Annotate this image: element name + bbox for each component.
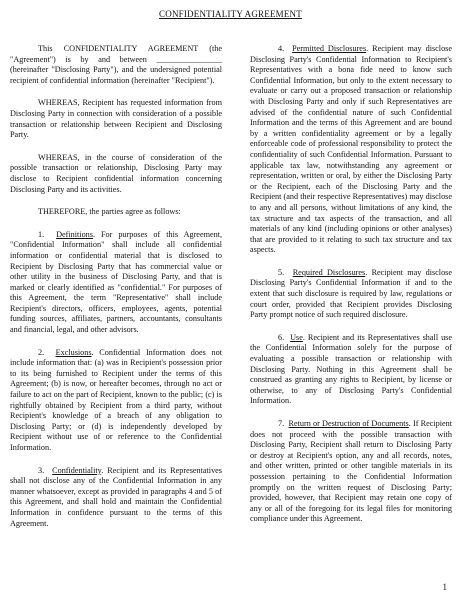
- section-definitions: [10, 230, 222, 336]
- section-number: 7.: [278, 419, 285, 428]
- page-number: 1: [442, 582, 447, 592]
- section-heading: Permitted Disclosures: [292, 44, 367, 53]
- section-heading: Return or Destruction of Documents: [288, 419, 409, 428]
- section-number: 2.: [38, 347, 45, 357]
- section-body: . Recipient may disclose Disclosing Party's Confidential Information if and to the extent that such disclosure is required by law, regulations or court order, provided that Recipient provides Disclosing Party prompt notice of such required disclosure.: [250, 267, 452, 320]
- section-number: 6.: [278, 332, 285, 342]
- document-title: CONFIDENTIALITY AGREEMENT: [159, 9, 302, 19]
- section-body: . Recipient may disclose Disclosing Party's Confidential Information to Recipient's Representatives with a bona fide need to know such Confidential Information, but only to the extent necessary to evaluate or carry out a proposed transaction or relationship with Disclosing Party and only if such Representatives are advised of the confidential nature of such Confidential Information and the terms of this Agreement and are bound by a written confidentiality agreement or by a legally enforceable code of professional responsibility to protect the confidentiality of such Confidential Information. Pursuant to applicable tax law, notwithstanding any agreement or representation, written or oral, by either the Disclosing Party or the Recipient, each of the Disclosing Party and the Recipient (and their respective Representatives) may disclose to any and all persons, without limitations of any kind, the tax structure and tax aspects of the transaction, and all materials of any kind (including opinions or other analyses) that are provided to it relating to such tax structure and tax aspects.: [250, 44, 452, 255]
- section-return-destruction: [250, 419, 452, 525]
- section-required-disclosures: [250, 268, 452, 321]
- section-exclusions: [10, 348, 222, 454]
- section-confidentiality: [10, 466, 222, 530]
- intro-paragraph: This CONFIDENTIALITY AGREEMENT (the "Agreement") is by and between ________________ (hereinafter "Disclosing Party"), and the undersigned potential recipient of confidential information (hereinafter "Recipient").: [10, 44, 222, 85]
- section-body: . Recipient and its Representatives shall not disclose any of the Confidential Information in any manner whatsoever, except as provided in paragraphs 4 and 5 of this Agreement, and shall hold and maintain the Confidential Information in confidence pursuant to the terms of this Agreement.: [10, 465, 222, 528]
- section-number: 4.: [278, 44, 285, 53]
- whereas-paragraph-2: WHEREAS, in the course of consideration of the possible transaction or relationship, Disclosing Party may disclose to Recipient confidential information concerning Disclosing Party and its activities.: [10, 152, 222, 194]
- therefore-paragraph: THEREFORE, the parties agree as follows:: [38, 207, 181, 217]
- section-body: . Confidential Information does not include information that: (a) was in Recipient's possession prior to its being furnished to Recipient under the terms of this Agreement; (b) is now, or hereafter becomes, through no act or failure to act on the part of Recipient, known to the public; (c) is rightfully obtained by Recipient from a third party, without Recipient's knowledge of a breach of any obligation to Disclosing Party; or (d) is independently developed by Recipient without use of or reference to the Confidential Information.: [10, 347, 222, 452]
- section-body: . Recipient and its Representatives shall use the Confidential Information solely for the purpose of evaluating a possible transaction or relationship with Disclosing Party. Nothing in this Agreement shall be construed as granting any rights to Recipient, by license or otherwise, to any of Disclosing Party's Confidential Information.: [250, 332, 452, 406]
- section-body: . For purposes of this Agreement, "Confidential Information" shall include all confidential information or confidential material that is disclosed to Recipient by Disclosing Party that has commercial value or other utility in the business of Disclosing Party, and that is marked or clearly identified as "confidential." For purposes of this Agreement, the term "Representative" shall include Recipient's directors, officers, employees, agents, potential funding sources, affiliates, partners, accountants, consultants and financial, legal, and other advisors.: [10, 229, 222, 335]
- section-use: [250, 333, 452, 407]
- left-column: [10, 44, 222, 541]
- section-heading: Definitions: [56, 229, 93, 239]
- section-body: . If Recipient does not proceed with the possible transaction with Disclosing Party, Recipient shall return to Disclosing Party or destroy at Recipient's option, any and all records, notes, and other written, printed or other tangible materials in its possession pertaining to the Confidential Information promptly on the written request of Disclosing Party; provided, however, that Recipient may retain one copy of any or all of the foregoing for its legal files for monitoring compliance under this Agreement.: [250, 419, 452, 524]
- whereas-paragraph-1: WHEREAS, Recipient has requested information from Disclosing Party in connection with consideration of a possible transaction or relationship between Recipient and Disclosing Party.: [10, 98, 222, 140]
- section-heading: Required Disclosures: [292, 267, 366, 277]
- section-heading: Use: [290, 332, 303, 342]
- section-number: 5.: [278, 267, 285, 277]
- right-column: [250, 44, 452, 537]
- section-permitted-disclosures: [250, 44, 452, 256]
- section-heading: Exclusions: [55, 347, 92, 357]
- section-number: 3.: [38, 465, 45, 475]
- section-number: 1.: [38, 229, 45, 239]
- section-heading: Confidentiality: [52, 465, 102, 475]
